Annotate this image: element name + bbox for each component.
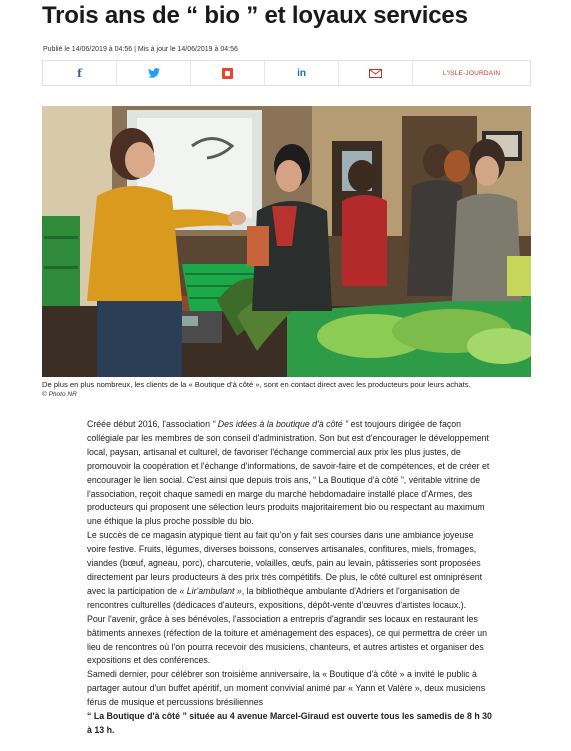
flipboard-icon [222,68,233,79]
facebook-icon: f [77,66,82,80]
share-facebook-button[interactable] [43,61,117,85]
share-bar [42,60,531,86]
paragraph: Créée début 2016, l'association “ Des idées à la boutique d'à côté ” est toujours dirigée de façon collégiale par les membres de son conseil d'administration. Son but est d'encourager le développement local, paysan, artisanal et culturel, de favoriser l'échange commercial aux prix les plus justes, de promouvoir la coopération et l'échange d'informations, de savoir-faire et de compétences, et de créer et encourager le lien social. C'est ainsi que depuis trois ans, “ La Boutique d'à côté ”, véritable vitrine de l'association, reçoit chaque samedi en marge du marché hebdomadaire installé place d'Armes, des producteurs qui proposent une sélection leurs produits majoritairement bio ou respectant au maximum une éthique la plus proche possible du bio. [87,419,490,527]
photo-caption: De plus en plus nombreux, les clients de la « Boutique d'à côté », sont en contact direct avec les producteurs pour leurs achats. [42,380,471,389]
paragraph: Pour l'avenir, grâce à ses bénévoles, l'association a entrepris d'agrandir ses locaux en restaurant les bâtiments annexes (réfection de la toiture et aménagement des espaces), ce qui permettra de créer un lieu de rencontres où l'on pourra recevoir des musiciens, chanteurs, et autres artistes et organiser des expositions et des conférences. [87,613,487,666]
association-name: “ Des idées à la boutique d'à côté ” [212,419,349,429]
article-body [87,418,495,738]
paragraph: Samedi dernier, pour célébrer son troisième anniversaire, la « Boutique d'à côté » a invité le public à partager autour d'un buffet apéritif, un moment convivial animé par « Yann et Valère », deux musiciens férus de musique et percussions brésiliennes [87,669,486,708]
photo-credit: © Photo NR [42,391,77,398]
share-linkedin-button[interactable] [265,61,339,85]
email-icon [369,69,382,78]
location-tag-label: L'ISLE-JOURDAIN [442,69,501,77]
share-flipboard-button[interactable] [191,61,265,85]
twitter-icon [148,68,160,78]
share-twitter-button[interactable] [117,61,191,85]
publication-meta: Publié le 14/06/2019 à 04:56 | Mis à jour le 14/06/2019 à 04:56 [43,46,238,53]
opening-hours-paragraph: “ La Boutique d'à côté ” située au 4 avenue Marcel-Giraud est ouverte tous les samedis de 8 h 30 à 13 h. [87,711,492,735]
article-title: Trois ans de “ bio ” et loyaux services [42,2,468,29]
market-shop-illustration [42,106,531,377]
library-name: « Lir'ambulant » [179,585,242,596]
linkedin-icon: in [297,67,307,79]
paragraph: Le succès de ce magasin atypique tient au fait qu'on y fait ses courses dans une ambiance joyeuse voire festive. Fruits, légumes, diverses boissons, conserves artisanales, confitures, miels, fromages, viandes (bœuf, agneau, porc), charcuterie, volailles, œufs, pain au levain, pâtisseries sont proposées directement par leurs producteurs à des prix très compétitifs. De plus, le côté culturel est omniprésent avec la participation de « Lir'ambulant », la bibliothèque ambulante d'Adriers et l'organisation de rencontres culturelles (dédicaces d'auteurs, expositions, dépôt-vente d'œuvres d'artistes locaux.). [87,530,483,610]
location-tag-link[interactable] [413,61,530,85]
article-photo [42,106,531,377]
share-email-button[interactable] [339,61,413,85]
